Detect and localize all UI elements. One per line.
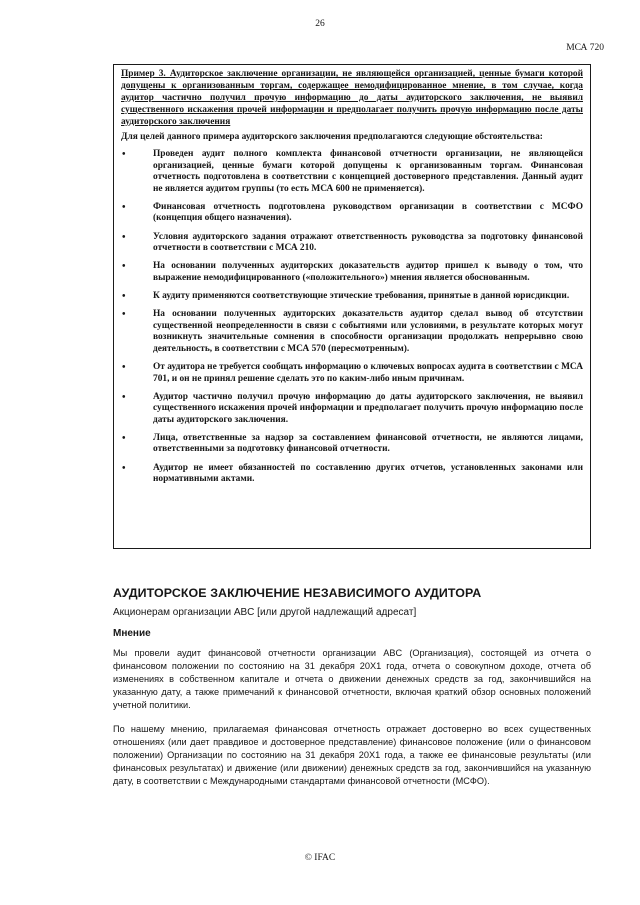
footer-copyright: © IFAC bbox=[304, 853, 336, 863]
list-item bbox=[121, 232, 583, 255]
report-heading: АУДИТОРСКОЕ ЗАКЛЮЧЕНИЕ НЕЗАВИСИМОГО АУДИТОРА bbox=[113, 586, 482, 600]
bullet-icon: • bbox=[122, 201, 126, 213]
list-item-text: Условия аудиторского задания отражают ответственность руководства за подготовку финансовой отчетности в соответствии с МСА 210. bbox=[153, 231, 583, 254]
bullet-icon: • bbox=[122, 149, 126, 160]
list-item bbox=[121, 309, 583, 355]
bullet-icon: • bbox=[122, 290, 126, 302]
list-item-text: Финансовая отчетность подготовлена руководством организации в соответствии с МСФО (концепция общего назначения). bbox=[153, 201, 583, 224]
example-box bbox=[113, 64, 591, 549]
list-item bbox=[121, 463, 583, 486]
bullet-icon: • bbox=[122, 309, 126, 321]
list-item-text: Аудитор не имеет обязанностей по составлению других отчетов, установленных законами или нормативными актами. bbox=[153, 462, 583, 485]
opinion-paragraph-2: По нашему мнению, прилагаемая финансовая отчетность отражает достоверно во всех существенных отношениях (или дает правдивое и достоверное представление) финансовое положение (или о финансовом положении) Организации по состоянию на 31 декабря 20X1 года, а также ее финансовые результаты (или финансовых результатах) и движение (или движении) денежных средств за год, закончившийся на указанную дату, в соответствии с Международными стандартами финансовой отчетности (МСФО). bbox=[113, 724, 591, 786]
list-item-text: Лица, ответственные за надзор за составлением финансовой отчетности, не являются лицами, ответственными за подготовку финансовой отчетности. bbox=[153, 432, 583, 455]
list-item-text: Аудитор частично получил прочую информацию до даты аудиторского заключения, не выявил существенного искажения прочей информации и предполагает получить прочую информацию после даты аудиторского заключения. bbox=[153, 391, 583, 425]
report-addressee: Акционерам организации ABC [или другой надлежащий адресат] bbox=[113, 607, 417, 618]
list-item bbox=[121, 291, 583, 303]
bullet-icon: • bbox=[122, 361, 126, 373]
list-item-text: От аудитора не требуется сообщать информацию о ключевых вопросах аудита в соответствии с МСА 701, и он не принял решение сделать это по каким-либо иным причинам. bbox=[153, 361, 583, 384]
bullet-icon: • bbox=[122, 432, 126, 444]
opinion-heading: Мнение bbox=[113, 628, 151, 639]
bullet-icon: • bbox=[122, 261, 126, 273]
list-item bbox=[121, 149, 583, 195]
page-number: 26 bbox=[315, 19, 325, 29]
opinion-paragraph-1: Мы провели аудит финансовой отчетности организации ABC (Организация), состоящей из отчета о финансовом положении по состоянию на 31 декабря 20X1 года, отчета о совокупном доходе, отчета об изменениях в собственном капитале и отчета о движении денежных средств за год, закончившийся на указанную дату, а также примечаний к финансовой отчетности, включая краткий обзор основных положений учетной политики. bbox=[113, 648, 591, 710]
list-item-text: На основании полученных аудиторских доказательств аудитор пришел к выводу о том, что выражение немодифицированного («положительного») мнения является обоснованным. bbox=[153, 261, 583, 283]
conditions-list bbox=[121, 149, 583, 486]
list-item-text: На основании полученных аудиторских доказательств аудитор сделал вывод об отсутствии существенной неопределенности в связи с событиями или условиями, в результате которых могут возникнуть значительные сомнения в способности организации продолжать непрерывно свою деятельность, в соответствии с МСА 570 (пересмотренным). bbox=[153, 309, 583, 354]
example-title: Пример 3. Аудиторское заключение организации, не являющейся организацией, ценные бумаги которой допущены к организованным торгам, содержащее немодифицированное мнение, в том случае, когда аудитор частично получил прочую информацию до даты аудиторского заключения, не выявил существенного искажения прочей информации и предполагает получить прочую информацию после даты аудиторского заключения bbox=[121, 69, 583, 127]
bullet-icon: • bbox=[122, 462, 126, 474]
bullet-icon: • bbox=[122, 391, 126, 403]
list-item-text: К аудиту применяются соответствующие этические требования, принятые в данной юрисдикции. bbox=[153, 290, 570, 301]
list-item bbox=[121, 433, 583, 456]
document-code: МСА 720 bbox=[566, 43, 604, 53]
list-item bbox=[121, 362, 583, 385]
bullet-icon: • bbox=[122, 231, 126, 243]
example-intro: Для целей данного примера аудиторского заключения предполагаются следующие обстоятельства: bbox=[121, 132, 543, 142]
list-item bbox=[121, 392, 583, 427]
list-item-text: Проведен аудит полного комплекта финансовой отчетности организации, не являющейся организацией, ценные бумаги которой допущены к организованным торгам. Финансовая отчетность подготовлена в соответствии с концепцией достоверного представления. Данный аудит не является аудитом группы (то есть МСА 600 не применяется). bbox=[153, 149, 583, 194]
list-item bbox=[121, 202, 583, 225]
list-item bbox=[121, 261, 583, 284]
